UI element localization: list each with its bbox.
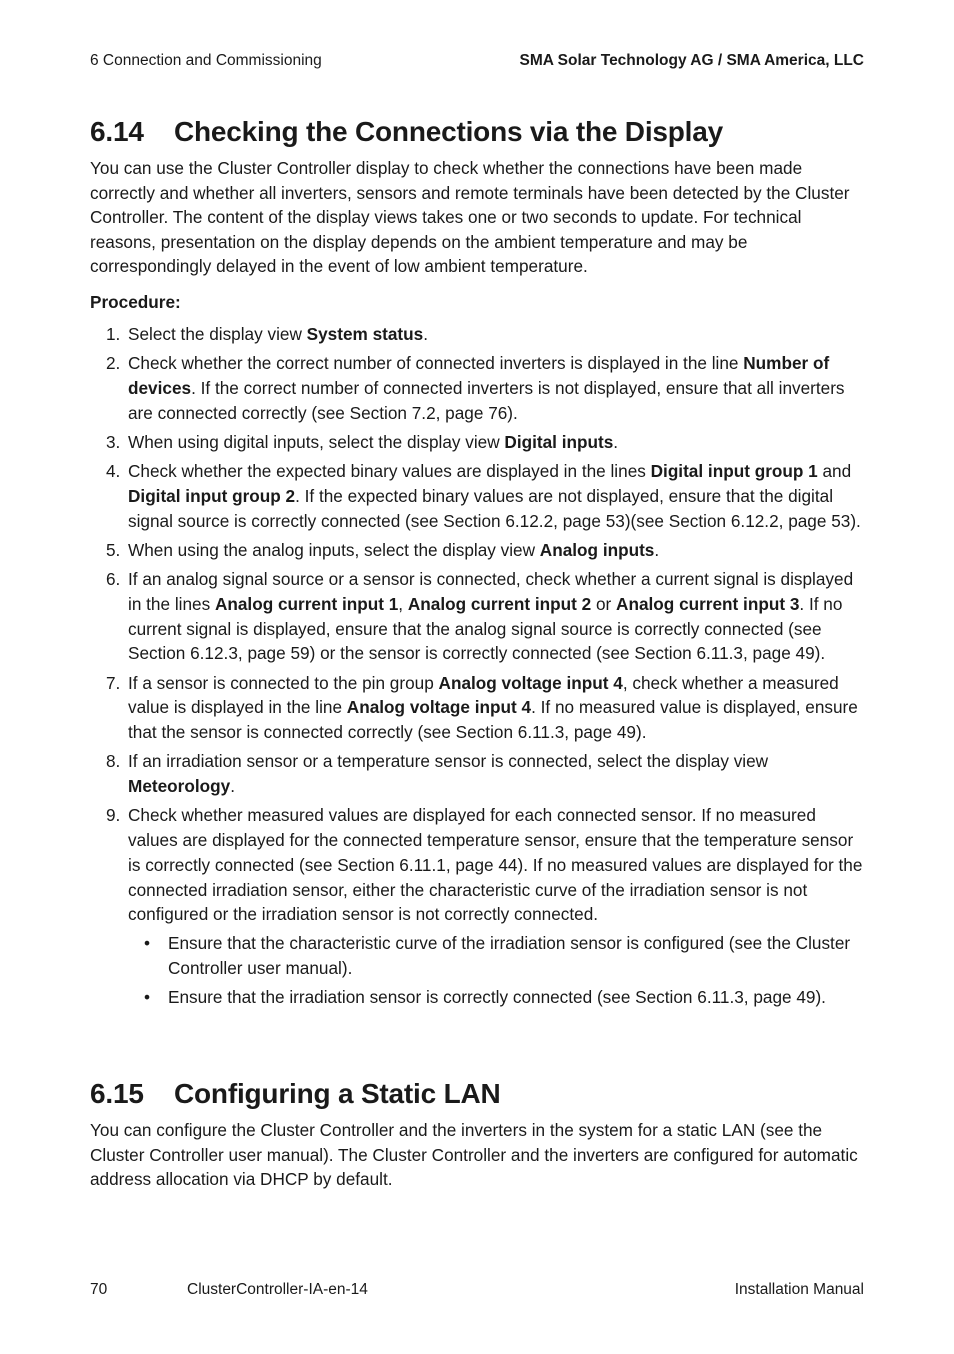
procedure-step xyxy=(90,538,864,563)
step-number: 5. xyxy=(106,540,121,560)
document-page xyxy=(90,0,864,1354)
section-number: 6.15 xyxy=(90,1078,144,1109)
page-footer xyxy=(90,1281,864,1303)
step-number: 7. xyxy=(106,672,121,693)
step-fragment: . xyxy=(230,776,235,797)
procedure-step xyxy=(90,430,864,455)
step-fragment: When using the analog inputs, select the display view xyxy=(128,540,540,560)
ui-term: Analog current input 2 xyxy=(407,594,592,614)
step-fragment: , xyxy=(398,594,408,614)
intro-paragraph: You can use the Cluster Controller display to check whether the connections have been made correctly and whether all inverters, sensors and remote terminals have been detected by the Cluster Controller. The content of the display views takes one or two seconds to update. For technical reasons, presentation on the display depends on the ambient temperature and may be correspondingly delayed in the event of low ambient temperature. xyxy=(90,158,850,277)
bullet-item xyxy=(128,985,864,1010)
page-number: 70 xyxy=(90,1281,108,1298)
header-company: SMA Solar Technology AG / SMA America, LLC xyxy=(519,52,864,69)
ui-term: Digital input group 2 xyxy=(128,486,296,506)
procedure-step xyxy=(90,803,864,1009)
ui-term: Analog voltage input 4 xyxy=(438,672,623,693)
ui-term: Number of devices xyxy=(128,353,830,398)
procedure-step xyxy=(90,671,864,745)
document-id: ClusterController-IA-en-14 xyxy=(187,1281,368,1298)
step-text xyxy=(128,569,853,663)
step-fragment: If an irradiation sensor or a temperature sensor is connected, select the display view xyxy=(128,751,769,772)
step-fragment: . xyxy=(654,540,660,560)
step-number: 1. xyxy=(106,324,121,344)
step-fragment: or xyxy=(591,594,617,614)
ui-term: Analog current input 1 xyxy=(214,594,399,614)
step-fragment: and xyxy=(817,461,852,482)
step-fragment: . If no measured value is displayed, ensure that the sensor is connected correctly (see Section 6.11.3, page 49). xyxy=(128,697,858,743)
step-text xyxy=(128,751,768,796)
step-number: 6. xyxy=(106,569,121,590)
procedure-step xyxy=(90,322,864,347)
step-text xyxy=(128,324,428,344)
step-fragment: If a sensor is connected to the pin group xyxy=(128,672,439,693)
ui-term: Analog voltage input 4 xyxy=(346,697,532,718)
step-number: 3. xyxy=(106,432,121,452)
step-text xyxy=(128,805,862,924)
ui-term: Meteorology xyxy=(128,776,231,797)
procedure-step xyxy=(90,459,864,533)
procedure-step xyxy=(90,351,864,425)
step-text xyxy=(128,673,858,742)
ui-term: Analog current input 3 xyxy=(616,594,800,614)
section-heading-6-14 xyxy=(90,116,723,148)
bullet-text: Ensure that the irradiation sensor is correctly connected (see Section 6.11.3, page 49). xyxy=(168,986,826,1007)
step-fragment: Check whether the expected binary values are displayed in the lines xyxy=(128,461,651,482)
ui-term: Analog inputs xyxy=(539,540,655,560)
step-fragment: When using digital inputs, select the display view xyxy=(128,432,505,452)
step-number: 8. xyxy=(106,751,121,772)
step-fragment: , check whether a measured value is displayed in the line xyxy=(128,672,839,718)
bullet-icon: • xyxy=(144,932,151,953)
step-text xyxy=(128,461,861,530)
step-fragment: . If the expected binary values are not displayed, ensure that the digital signal source is correctly connected (see Section 6.12.2, page 53)(see Section 6.12.2, page 53). xyxy=(128,486,861,531)
step-text xyxy=(128,432,618,452)
bullet-item xyxy=(128,931,864,980)
bullet-icon: • xyxy=(144,986,151,1007)
bullet-list xyxy=(128,931,864,1010)
step-fragment: If an analog signal source or a sensor is connected, check whether a current signal is displayed in the lines xyxy=(128,569,854,614)
section-heading-6-15 xyxy=(90,1078,501,1110)
static-lan-paragraph: You can configure the Cluster Controller and the inverters in the system for a static LAN (see the Cluster Controller user manual). The Cluster Controller and the inverters are configured for automatic address allocation via DHCP by default. xyxy=(90,1120,858,1190)
ui-term: Digital input group 1 xyxy=(650,461,818,482)
section-title: Configuring a Static LAN xyxy=(174,1078,501,1109)
step-number: 2. xyxy=(106,353,121,374)
page-header xyxy=(90,52,864,74)
bullet-text: Ensure that the characteristic curve of the irradiation sensor is configured (see the Cluster Controller user manual). xyxy=(168,932,851,978)
step-fragment: . If the correct number of connected inverters is not displayed, ensure that all inverters are connected correctly (see Section 7.2, page 76). xyxy=(128,378,845,423)
ui-term: Digital inputs xyxy=(504,432,614,452)
step-fragment: . xyxy=(613,432,619,452)
header-chapter: 6 Connection and Commissioning xyxy=(90,52,322,69)
step-fragment: . If no current signal is displayed, ensure that the analog signal source is correctly connected (see Section 6.12.3, page 59) or the sensor is correctly connected (see Section 6.11.3, page 49). xyxy=(128,594,843,664)
step-number: 4. xyxy=(106,461,121,482)
step-fragment: Check whether measured values are displayed for each connected sensor. If no measured values are displayed for the connected temperature sensor, ensure that the temperature sensor is correctly connected (see Section 6.11.1, page 44). If no measured values are displayed for the connected irradiation sensor, either the characteristic curve of the irradiation sensor is not configured or the irradiation sensor is not correctly connected. xyxy=(128,805,863,925)
procedure-steps xyxy=(90,322,864,1014)
procedure-label: Procedure: xyxy=(90,292,181,312)
document-type: Installation Manual xyxy=(734,1281,864,1298)
step-number: 9. xyxy=(106,805,121,826)
procedure-step xyxy=(90,567,864,666)
section-number: 6.14 xyxy=(90,116,144,147)
procedure-step xyxy=(90,749,864,798)
section-title: Checking the Connections via the Display xyxy=(174,116,724,147)
step-fragment: Check whether the correct number of connected inverters is displayed in the line xyxy=(128,353,744,374)
step-text xyxy=(128,540,659,560)
ui-term: System status xyxy=(306,324,424,344)
step-fragment: Select the display view xyxy=(128,324,307,344)
step-text xyxy=(128,353,845,422)
step-fragment: . xyxy=(423,324,428,344)
